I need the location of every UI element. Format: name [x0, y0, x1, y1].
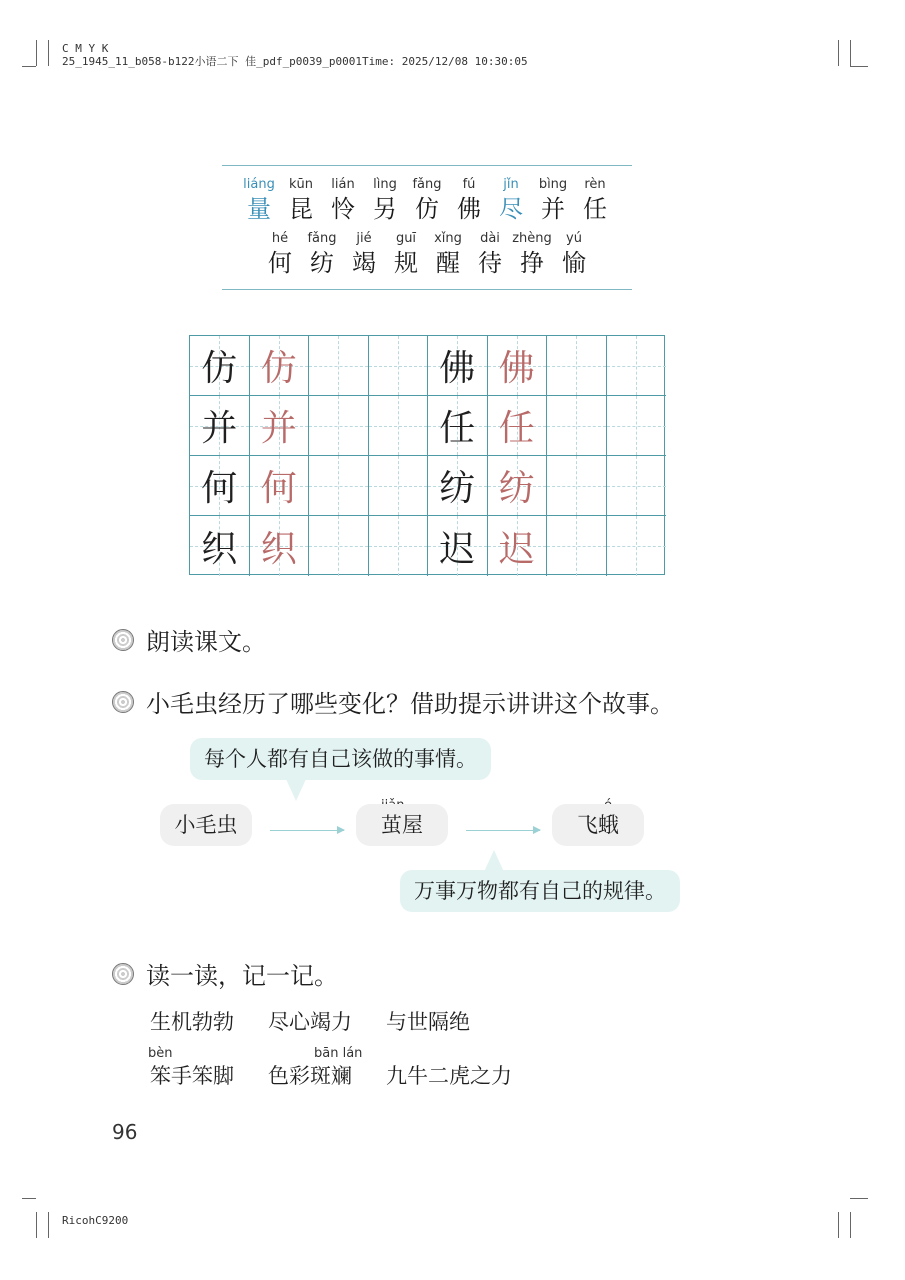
trace-character: 佛	[498, 348, 535, 389]
vocab-hanzi: 量	[247, 195, 271, 223]
trace-character: 任	[498, 408, 535, 449]
model-character: 织	[201, 528, 238, 570]
vocab-hanzi: 挣	[520, 249, 544, 277]
page-number: 96	[112, 1120, 138, 1144]
grid-cell[interactable]	[428, 336, 488, 396]
print-header	[62, 42, 528, 68]
grid-cell[interactable]	[428, 516, 488, 576]
node-moth: 飞蛾	[552, 804, 644, 846]
vocab-character	[238, 176, 280, 224]
vocab-pinyin: fú	[462, 177, 476, 192]
vocab-character	[553, 230, 595, 278]
vocab-pinyin: jǐn	[503, 177, 519, 192]
arrow-right	[466, 830, 540, 831]
vocab-pinyin: liáng	[243, 177, 275, 192]
vocab-character	[343, 230, 385, 278]
grid-cell[interactable]	[488, 336, 548, 396]
vocab-character	[280, 176, 322, 224]
vocab-pinyin: xǐng	[434, 231, 462, 246]
grid-cell[interactable]	[369, 336, 429, 396]
vocab-row-1	[222, 176, 632, 224]
grid-cell[interactable]	[488, 456, 548, 516]
vocab-character	[385, 230, 427, 278]
exercise-2-text: 小毛虫经历了哪些变化？借助提示讲讲这个故事。	[146, 690, 674, 718]
exercise-bullet-icon	[112, 629, 134, 651]
model-character: 何	[201, 468, 238, 509]
vocab-character	[574, 176, 616, 224]
grid-cell[interactable]	[250, 456, 310, 516]
vocab-character	[490, 176, 532, 224]
vocab-pinyin: kūn	[288, 177, 313, 192]
vocab-pinyin: lián	[331, 177, 355, 192]
model-character: 佛	[439, 348, 476, 389]
exercise-bullet-icon	[112, 691, 134, 713]
exercise-1-text: 朗读课文。	[146, 628, 266, 656]
node-caterpillar: 小毛虫	[160, 804, 252, 846]
crop-mark	[850, 1212, 851, 1238]
vocab-hanzi: 纺	[310, 249, 334, 277]
crop-mark	[36, 1212, 37, 1238]
trace-character: 何	[260, 468, 297, 509]
hint-bubble-bottom: 万事万物都有自己的规律。	[400, 870, 680, 912]
vocab-hanzi: 并	[541, 195, 565, 223]
print-header-line1: C M Y K	[62, 42, 109, 55]
vocab-pinyin: dài	[480, 231, 500, 246]
grid-cell[interactable]	[607, 336, 667, 396]
grid-cell[interactable]	[369, 516, 429, 576]
idiom-pinyin: bān lán	[314, 1046, 363, 1061]
grid-cell[interactable]	[607, 396, 667, 456]
vocab-hanzi: 仿	[415, 195, 439, 223]
vocab-character	[532, 176, 574, 224]
model-character: 并	[201, 408, 238, 449]
vocab-pinyin: guī	[395, 231, 417, 246]
idiom: 尽心竭力	[268, 1010, 352, 1034]
crop-mark	[22, 1198, 36, 1199]
print-header-line2: 25_1945_11_b058-b122小语二下 佳_pdf_p0039_p0001Time: 2025/12/08 10:30:05	[62, 55, 528, 68]
crop-mark	[838, 1212, 839, 1238]
grid-cell[interactable]	[369, 396, 429, 456]
bubble-tail	[286, 779, 306, 801]
vocab-pinyin: fǎng	[412, 177, 442, 192]
exercise-3	[112, 956, 338, 991]
grid-cell[interactable]	[547, 456, 607, 516]
hint-bubble-top: 每个人都有自己该做的事情。	[190, 738, 491, 780]
vocab-character	[469, 230, 511, 278]
vocab-pinyin: bìng	[538, 177, 568, 192]
grid-cell[interactable]	[190, 396, 250, 456]
grid-cell[interactable]	[607, 456, 667, 516]
vocab-hanzi: 任	[583, 195, 607, 223]
grid-cell[interactable]	[547, 516, 607, 576]
vocab-hanzi: 佛	[457, 195, 481, 223]
vocab-hanzi: 规	[394, 249, 418, 277]
grid-cell[interactable]	[547, 336, 607, 396]
vocab-pinyin: fǎng	[307, 231, 337, 246]
writing-grid	[189, 335, 665, 575]
grid-cell[interactable]	[428, 396, 488, 456]
idiom-pinyin: bèn	[148, 1046, 173, 1061]
bubble-tail	[484, 850, 504, 872]
grid-cell[interactable]	[488, 396, 548, 456]
vocab-pinyin: lìng	[373, 177, 397, 192]
vocab-box	[222, 165, 632, 290]
model-character: 迟	[439, 528, 476, 570]
grid-cell[interactable]	[190, 456, 250, 516]
vocab-hanzi: 醒	[436, 249, 460, 277]
crop-mark	[850, 1198, 868, 1199]
grid-cell[interactable]	[607, 516, 667, 576]
vocab-character	[448, 176, 490, 224]
crop-mark	[838, 40, 839, 66]
vocab-hanzi: 待	[478, 249, 502, 277]
vocab-character	[301, 230, 343, 278]
vocab-hanzi: 愉	[562, 249, 586, 277]
crop-mark	[850, 40, 851, 66]
vocab-row-2	[222, 230, 632, 278]
vocab-pinyin: jié	[356, 231, 372, 246]
trace-character: 仿	[260, 348, 297, 389]
idiom: 九牛二虎之力	[386, 1064, 512, 1088]
idiom: 与世隔绝	[386, 1010, 470, 1034]
idiom: 色彩斑斓	[268, 1064, 352, 1088]
vocab-character	[259, 230, 301, 278]
vocab-hanzi: 另	[373, 195, 397, 223]
print-footer: RicohC9200	[62, 1214, 129, 1227]
model-character: 任	[439, 408, 476, 449]
vocab-pinyin: hé	[271, 231, 289, 246]
exercise-bullet-icon	[112, 963, 134, 985]
model-character: 纺	[439, 468, 476, 509]
grid-cell[interactable]	[547, 396, 607, 456]
trace-character: 并	[260, 408, 297, 449]
grid-cell[interactable]	[250, 516, 310, 576]
crop-mark	[22, 66, 36, 67]
grid-cell[interactable]	[488, 516, 548, 576]
arrow-right	[270, 830, 344, 831]
grid-cell[interactable]	[369, 456, 429, 516]
vocab-hanzi: 尽	[499, 195, 523, 223]
trace-character: 迟	[498, 528, 535, 570]
grid-cell[interactable]	[250, 336, 310, 396]
grid-cell[interactable]	[190, 516, 250, 576]
trace-character: 纺	[498, 468, 535, 509]
model-character: 仿	[201, 348, 238, 389]
idiom: 笨手笨脚	[150, 1064, 234, 1088]
exercise-1	[112, 622, 266, 657]
vocab-hanzi: 怜	[331, 195, 355, 223]
grid-cell[interactable]	[190, 336, 250, 396]
vocab-pinyin: zhèng	[512, 231, 552, 246]
vocab-character	[427, 230, 469, 278]
idiom: 生机勃勃	[150, 1010, 234, 1034]
grid-cell[interactable]	[309, 396, 369, 456]
node-cocoon: 茧屋	[356, 804, 448, 846]
crop-mark	[48, 1212, 49, 1238]
vocab-pinyin: yú	[566, 231, 582, 246]
grid-cell[interactable]	[309, 456, 369, 516]
grid-cell[interactable]	[309, 336, 369, 396]
grid-cell[interactable]	[250, 396, 310, 456]
vocab-pinyin: rèn	[584, 177, 606, 192]
grid-cell[interactable]	[428, 456, 488, 516]
vocab-hanzi: 昆	[289, 195, 313, 223]
vocab-character	[511, 230, 553, 278]
vocab-hanzi: 竭	[352, 249, 376, 277]
crop-mark	[850, 66, 868, 67]
grid-cell[interactable]	[309, 516, 369, 576]
exercise-2	[112, 684, 674, 719]
crop-mark	[48, 40, 49, 66]
vocab-hanzi: 何	[268, 249, 292, 277]
vocab-character	[364, 176, 406, 224]
exercise-3-text: 读一读，记一记。	[146, 962, 338, 990]
trace-character: 织	[260, 528, 297, 570]
vocab-character	[406, 176, 448, 224]
crop-mark	[36, 40, 37, 66]
vocab-character	[322, 176, 364, 224]
